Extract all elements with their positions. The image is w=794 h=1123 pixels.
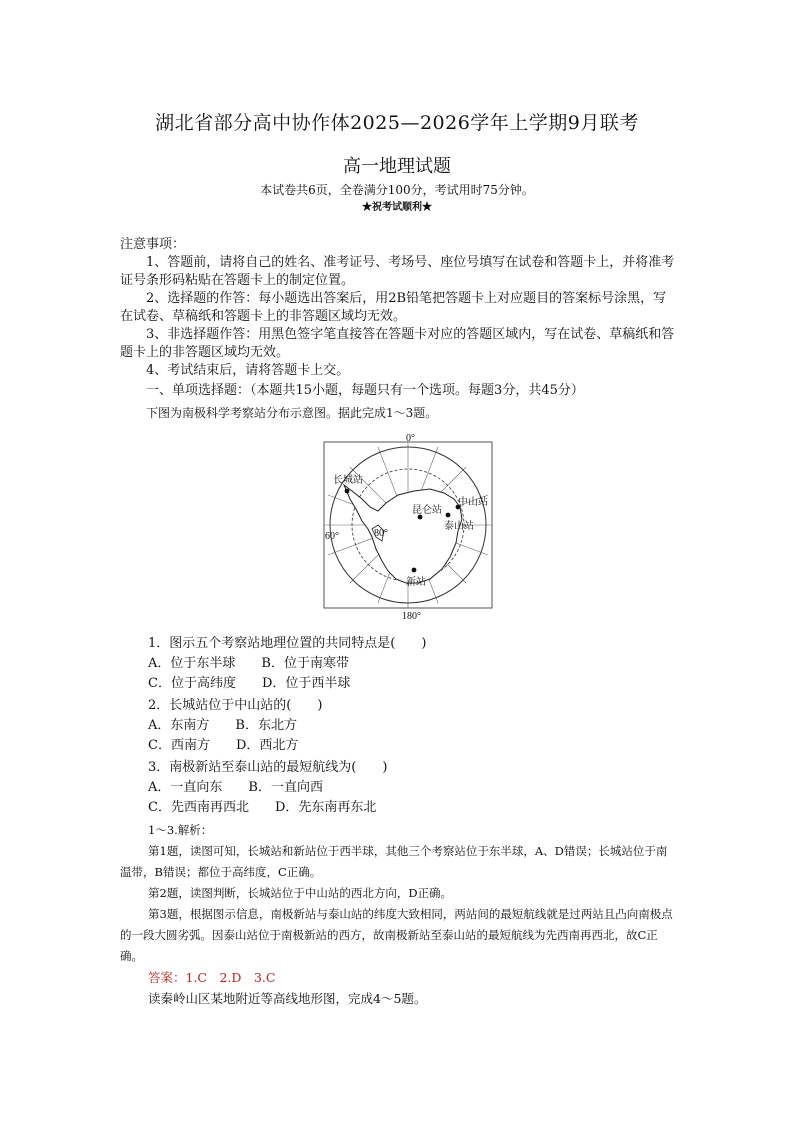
question-2-stem: 2．长城站位于中山站的( ) bbox=[148, 698, 323, 713]
note-item-3: 3、非选择题作答：用黑色签字笔直接答在答题卡对应的答题区域内，写在试卷、草稿纸和答题卡上的非答题区域均无效。 bbox=[120, 327, 675, 360]
question-1-options-row-1: A．位于东半球 B．位于南寒带 bbox=[148, 656, 349, 671]
explanation-paragraph-2: 第2题，读图判断，长城站位于中山站的西北方向，D正确。 bbox=[148, 886, 453, 900]
explanation-section bbox=[120, 820, 676, 1009]
map-label-80: 80° bbox=[374, 528, 388, 539]
map-label-taishan: 泰山站 bbox=[444, 521, 474, 532]
question-2 bbox=[148, 696, 322, 756]
question-2-options-row-2: C．西南方 D．西北方 bbox=[148, 738, 299, 753]
question-3-stem: 3．南极新站至泰山站的最短航线为( ) bbox=[148, 760, 388, 775]
notes-section bbox=[120, 236, 676, 422]
map-label-changcheng: 长城站 bbox=[333, 475, 363, 486]
question-1-options-row-2: C．位于高纬度 D．位于西半球 bbox=[148, 676, 351, 691]
map-label-kunlun: 昆仑站 bbox=[412, 505, 442, 516]
taishan-station-dot bbox=[446, 513, 451, 518]
question-3-options-row-2: C．先西南再西北 D．先东南再东北 bbox=[148, 800, 377, 815]
answer-line: 答案：1.C 2.D 3.C bbox=[148, 970, 276, 985]
explanation-paragraph-1: 第1题，读图可知，长城站和新站位于西半球，其他三个考察站位于东半球，A、D错误；长城站位于南温带，B错误；都位于高纬度，C正确。 bbox=[120, 844, 668, 879]
map-label-zhongshan: 中山站 bbox=[458, 497, 488, 508]
map-svg bbox=[322, 433, 494, 622]
map-label-0: 0° bbox=[406, 433, 415, 444]
explanation-heading: 1～3.解析： bbox=[148, 823, 213, 837]
note-item-1: 1、答题前，请将自己的姓名、准考证号、考场号、座位号填写在试卷和答题卡上，并将准考证号条形码粘贴在答题卡上的制定位置。 bbox=[120, 255, 675, 288]
notes-heading: 注意事项： bbox=[120, 237, 186, 252]
next-section-intro: 读秦岭山区某地附近等高线地形图，完成4～5题。 bbox=[148, 991, 427, 1006]
question-2-options-row-1: A．东南方 B．东北方 bbox=[148, 718, 297, 733]
antarctic-station-map bbox=[322, 433, 494, 622]
section-heading: 一、单项选择题：（本题共15小题，每题只有一个选项。每题3分，共45分） bbox=[146, 383, 584, 398]
note-item-2: 2、选择题的作答：每小题选出答案后，用2B铅笔把答题卡上对应题目的答案标号涂黑，写在试卷、草稿纸和答题卡上的非答题区域均无效。 bbox=[120, 291, 667, 324]
explanation-paragraph-3: 第3题，根据图示信息，南极新站与泰山站的纬度大致相同，两站间的最短航线就是过两站且凸向南极点的一段大圆劣弧。因泰山站位于南极新站的西方，故南极新站至泰山站的最短航线为先西南再西北，故C正确。 bbox=[120, 907, 673, 963]
xin-station-dot bbox=[412, 568, 417, 573]
question-1 bbox=[148, 634, 426, 694]
changcheng-station-dot bbox=[345, 489, 350, 494]
exam-wish: ★祝考试顺利★ bbox=[362, 202, 432, 213]
map-label-60: 60° bbox=[325, 531, 339, 542]
section-intro: 下图为南极科学考察站分布示意图。据此完成1～3题。 bbox=[146, 406, 438, 420]
map-label-xin: 新站 bbox=[406, 577, 426, 588]
exam-title: 湖北省部分高中协作体2025—2026学年上学期9月联考 bbox=[155, 112, 639, 134]
exam-subtitle: 高一地理试题 bbox=[343, 156, 451, 177]
map-label-180: 180° bbox=[402, 611, 421, 622]
question-3 bbox=[148, 758, 387, 818]
note-item-4: 4、考试结束后，请将答题卡上交。 bbox=[146, 363, 350, 378]
question-1-stem: 1．图示五个考察站地理位置的共同特点是( ) bbox=[148, 636, 427, 651]
exam-info: 本试卷共6页，全卷满分100分，考试用时75分钟。 bbox=[260, 183, 534, 197]
question-3-options-row-1: A．一直向东 B．一直向西 bbox=[148, 780, 323, 795]
